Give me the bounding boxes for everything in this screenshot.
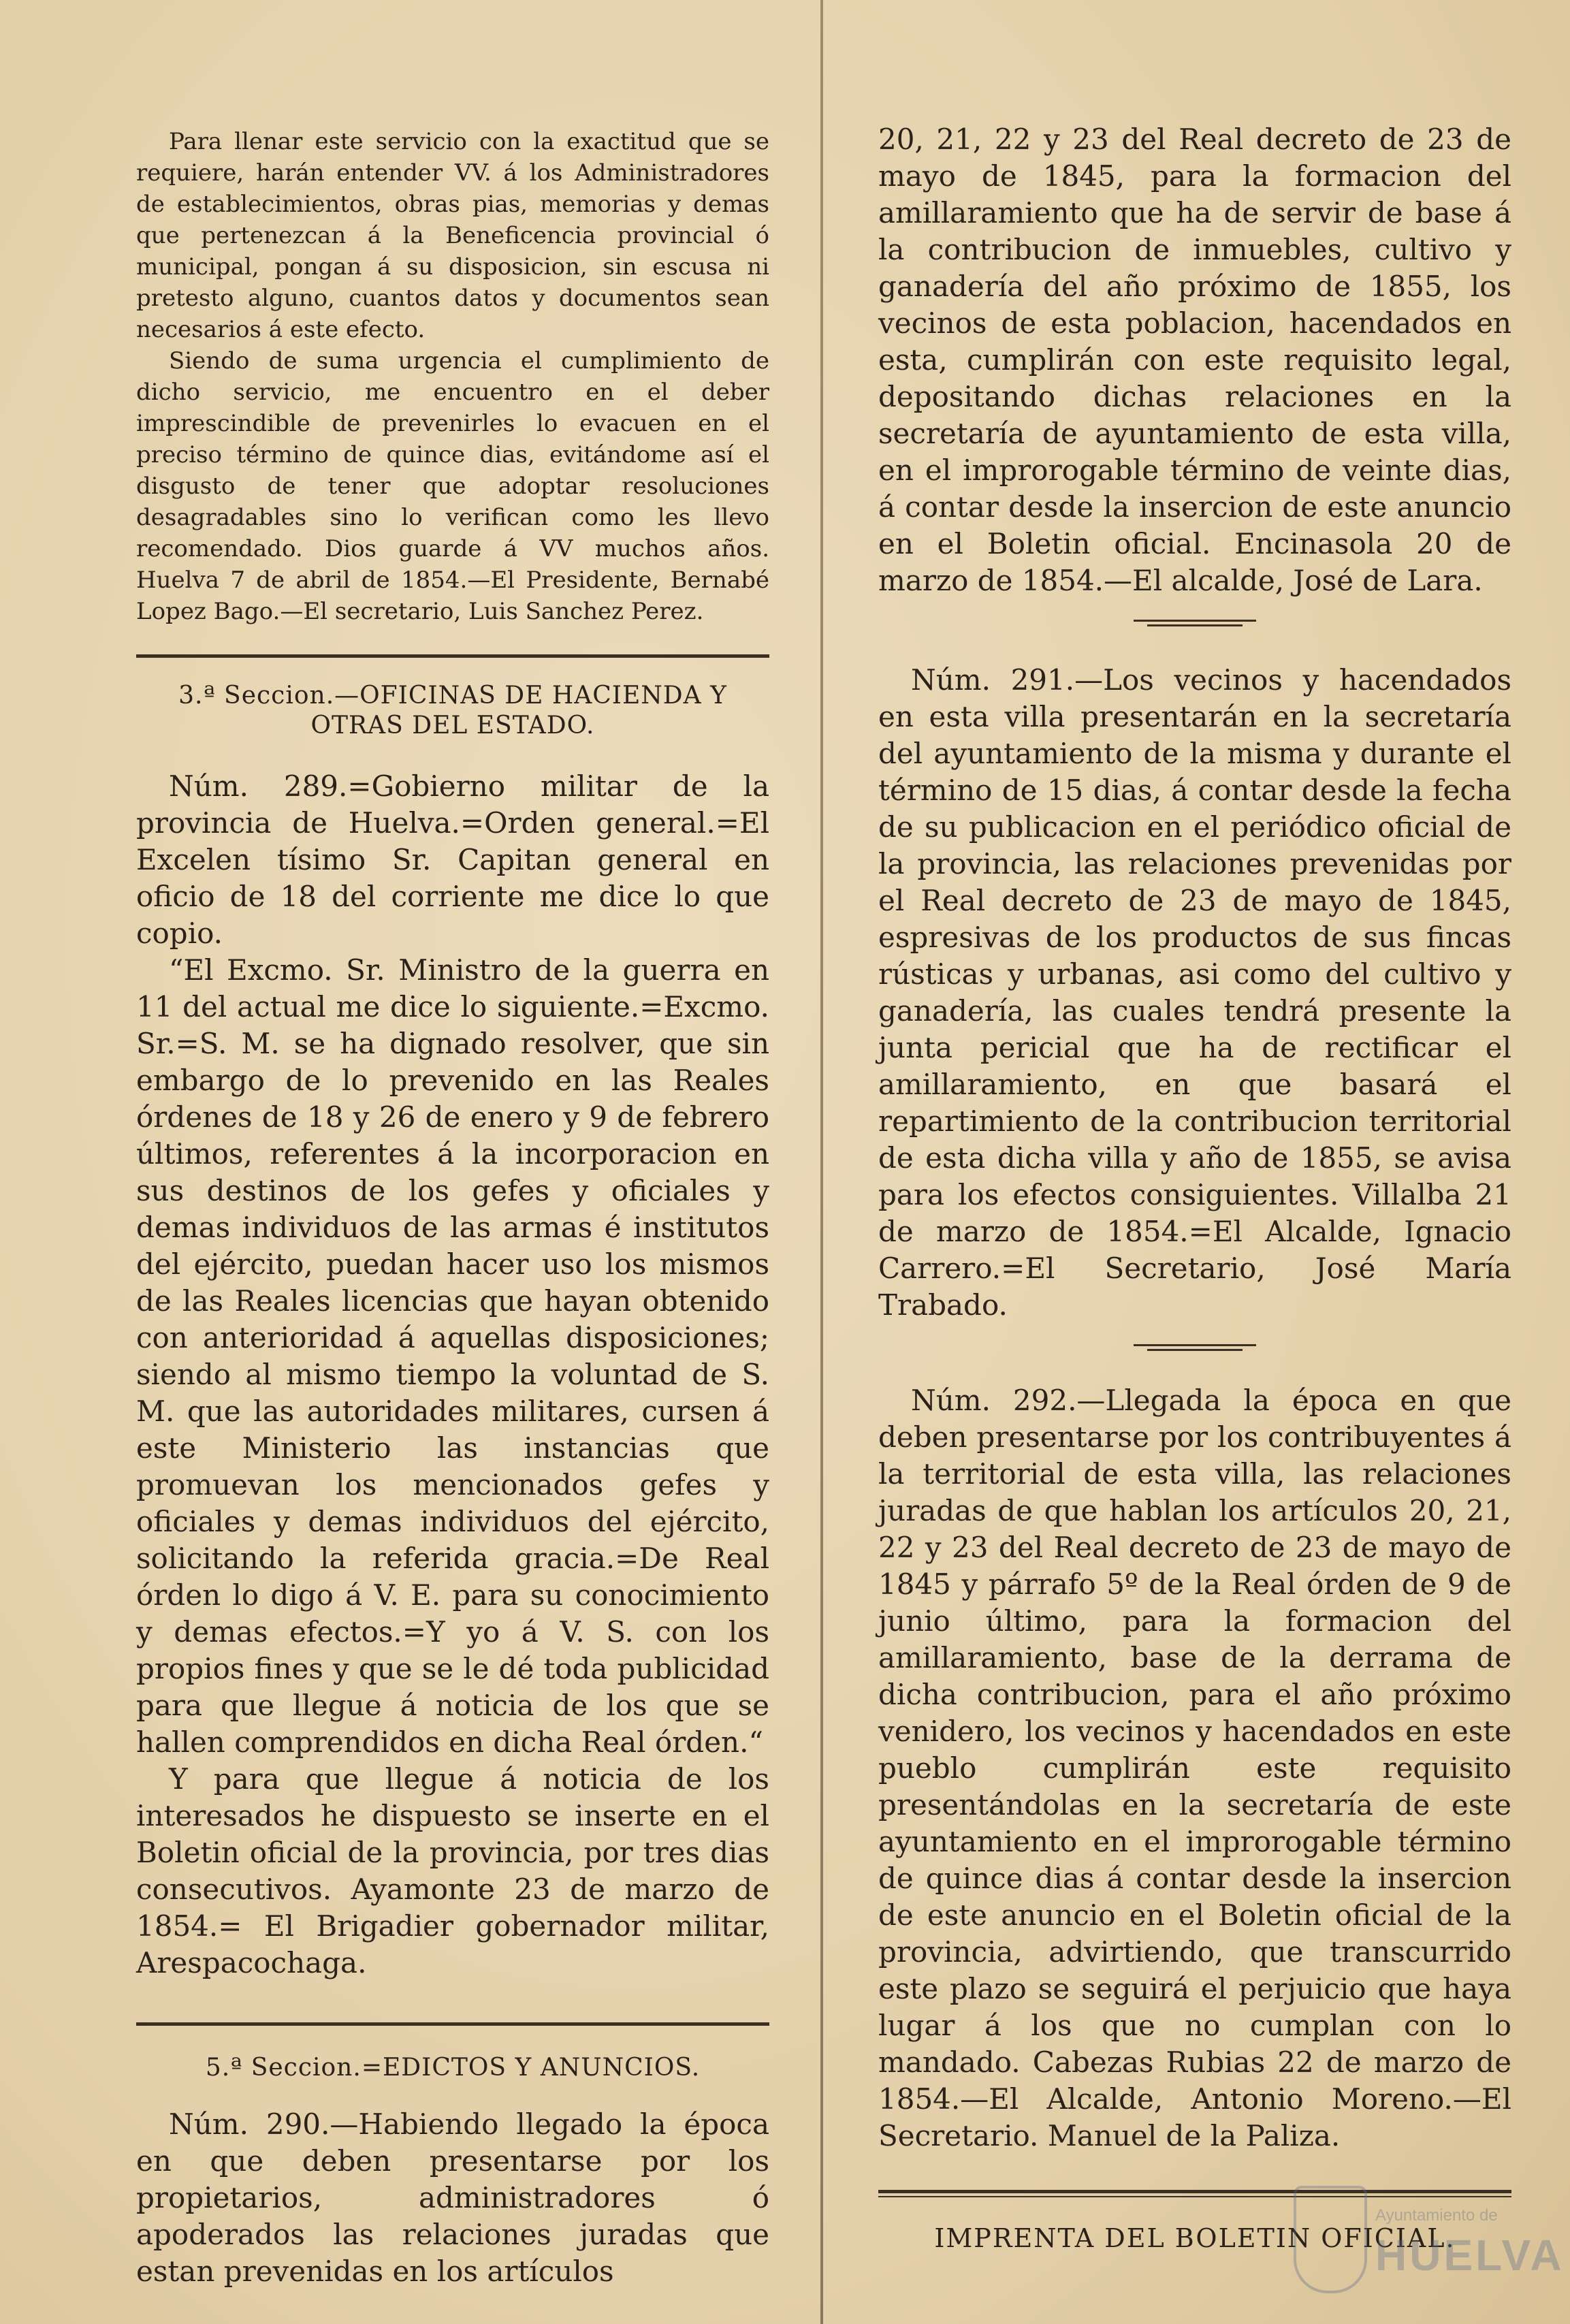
watermark-name: HUELVA [1375,2231,1565,2280]
paragraph-beneficencia-2: Siendo de suma urgencia el cumplimiento de dicho servicio, me encuentro en el deber imprescindible de prevenirles lo evacuen en el preciso término de quince dias, evitándome así el disgusto de tener que adoptar resoluciones desagradables sino lo verifican como les llevo recomendado. Dios guarde á VV muchos años. Huelva 7 de abril de 1854.—El Presidente, Bernabé Lopez Bago.—El secretario, Luis Sanchez Perez. [136,347,769,625]
notice-289-header: Núm. 289.=Gobierno militar de la provincia de Huelva.=Orden general.=El Excelen tísimo Sr. Capitan general en oficio de 18 del corriente me dice lo que copio. [136,769,769,950]
coat-of-arms-icon [1294,2186,1367,2293]
printer-imprint: IMPRENTA DEL BOLETIN OFICIAL. [934,2223,1456,2253]
left-column [136,0,769,2290]
notice-289-closing: Y para que llegue á noticia de los interesados he dispuesto se inserte en el Boletin oficial de la provincia, por tres dias consecutivos. Ayamonte 23 de marzo de 1854.= El Brigadier gobernador militar, Arespacochaga. [136,1762,769,1979]
separator-ornament [1134,618,1256,628]
archive-watermark [1294,2179,1565,2308]
notice-289-body: “El Excmo. Sr. Ministro de la guerra en 11 del actual me dice lo siguiente.=Excmo. Sr.=S. M. se ha dignado resolver, que sin embargo de lo prevenido en las Reales órdenes de 18 y 26 de enero y 9 de febrero últimos, referentes á la incorporacion en sus destinos de los gefes y oficiales y demas individuos de las armas é institutos del ejército, puedan hacer uso los mismos de las Reales licencias que hayan obtenido con anterioridad á aquellas disposiciones; siendo al mismo tiempo la voluntad de S. M. que las autoridades militares, cursen á este Ministerio las instancias que promuevan los mencionados gefes y oficiales y demas individuos del ejército, solicitando la referida gracia.=De Real órden lo digo á V. E. para su conocimiento y demas efectos.=Y yo á V. S. con los propios fines y que se le dé toda publicidad para que llegue á noticia de los que se hallen comprendidos en dicha Real órden.“ [136,953,769,1759]
notice-291: Núm. 291.—Los vecinos y hacendados en esta villa presentarán en la secretaría del ayuntamiento de la misma y durante el término de 15 dias, á contar desde la fecha de su publicacion en el periódico oficial de la provincia, las relaciones prevenidas por el Real decreto de 23 de mayo de 1845, espresivas de los productos de sus fincas rústicas y urbanas, asi como del cultivo y ganadería, las cuales tendrá presente la junta pericial que ha de rectificar el amillaramiento, en que basará el repartimiento de la contribucion territorial de esta dicha villa y año de 1855, se avisa para los efectos consiguientes. Villalba 21 de marzo de 1854.=El Alcalde, Ignacio Carrero.=El Secretario, José María Trabado. [878,663,1511,1322]
watermark-subtitle: Ayuntamiento de [1375,2206,1498,2225]
notice-290-continued: 20, 21, 22 y 23 del Real decreto de 23 de mayo de 1845, para la formacion del amillaramiento que ha de servir de base á la contribucion de inmuebles, cultivo y ganadería del año próximo de 1855, los vecinos de esta poblacion, hacendados en esta, cumplirán con este requisito legal, depositando dichas relaciones en la secretaría de ayuntamiento de esta villa, en el improrogable término de veinte dias, á contar desde la insercion de este anuncio en el Boletin oficial. Encinasola 20 de marzo de 1854.—El alcalde, José de Lara. [878,123,1511,597]
right-column [878,0,1511,2253]
column-divider [820,0,823,2324]
separator-ornament [1134,1343,1256,1352]
section-heading-3: 3.ª Seccion.—OFICINAS DE HACIENDA Y OTRAS DEL ESTADO. [178,682,727,739]
notice-292: Núm. 292.—Llegada la época en que deben presentarse por los contribuyentes á la territorial de esta villa, las relaciones juradas de que hablan los artículos 20, 21, 22 y 23 del Real decreto de 23 de mayo de 1845 y párrafo 5º de la Real órden de 9 de junio último, para la formacion del amillaramiento, base de la derrama de dicha contribucion, para el año próximo venidero, los vecinos y hacendados en este pueblo cumplirán este requisito presentándolas en la secretaría de este ayuntamiento en el improrogable término de quince dias á contar desde la insercion de este anuncio en el Boletin oficial de la provincia, advirtiendo, que transcurrido este plazo se seguirá el perjuicio que haya lugar á los que no cumplan con lo mandado. Cabezas Rubias 22 de marzo de 1854.—El Alcalde, Antonio Moreno.—El Secretario. Manuel de la Paliza. [878,1384,1511,2152]
notice-290-start: Núm. 290.—Habiendo llegado la época en que deben presentarse por los propietarios, administradores ó apoderados las relaciones juradas que estan prevenidas en los artículos [136,2107,769,2288]
paragraph-beneficencia-1: Para llenar este servicio con la exactitud que se requiere, harán entender VV. á los Administradores de establecimientos, obras pias, memorias y demas que pertenezcan á la Beneficencia provincial ó municipal, pongan á su disposicion, sin escusa ni pretesto alguno, cuantos datos y documentos sean necesarios á este efecto. [136,128,769,343]
section-heading-5: 5.ª Seccion.=EDICTOS Y ANUNCIOS. [205,2054,701,2082]
